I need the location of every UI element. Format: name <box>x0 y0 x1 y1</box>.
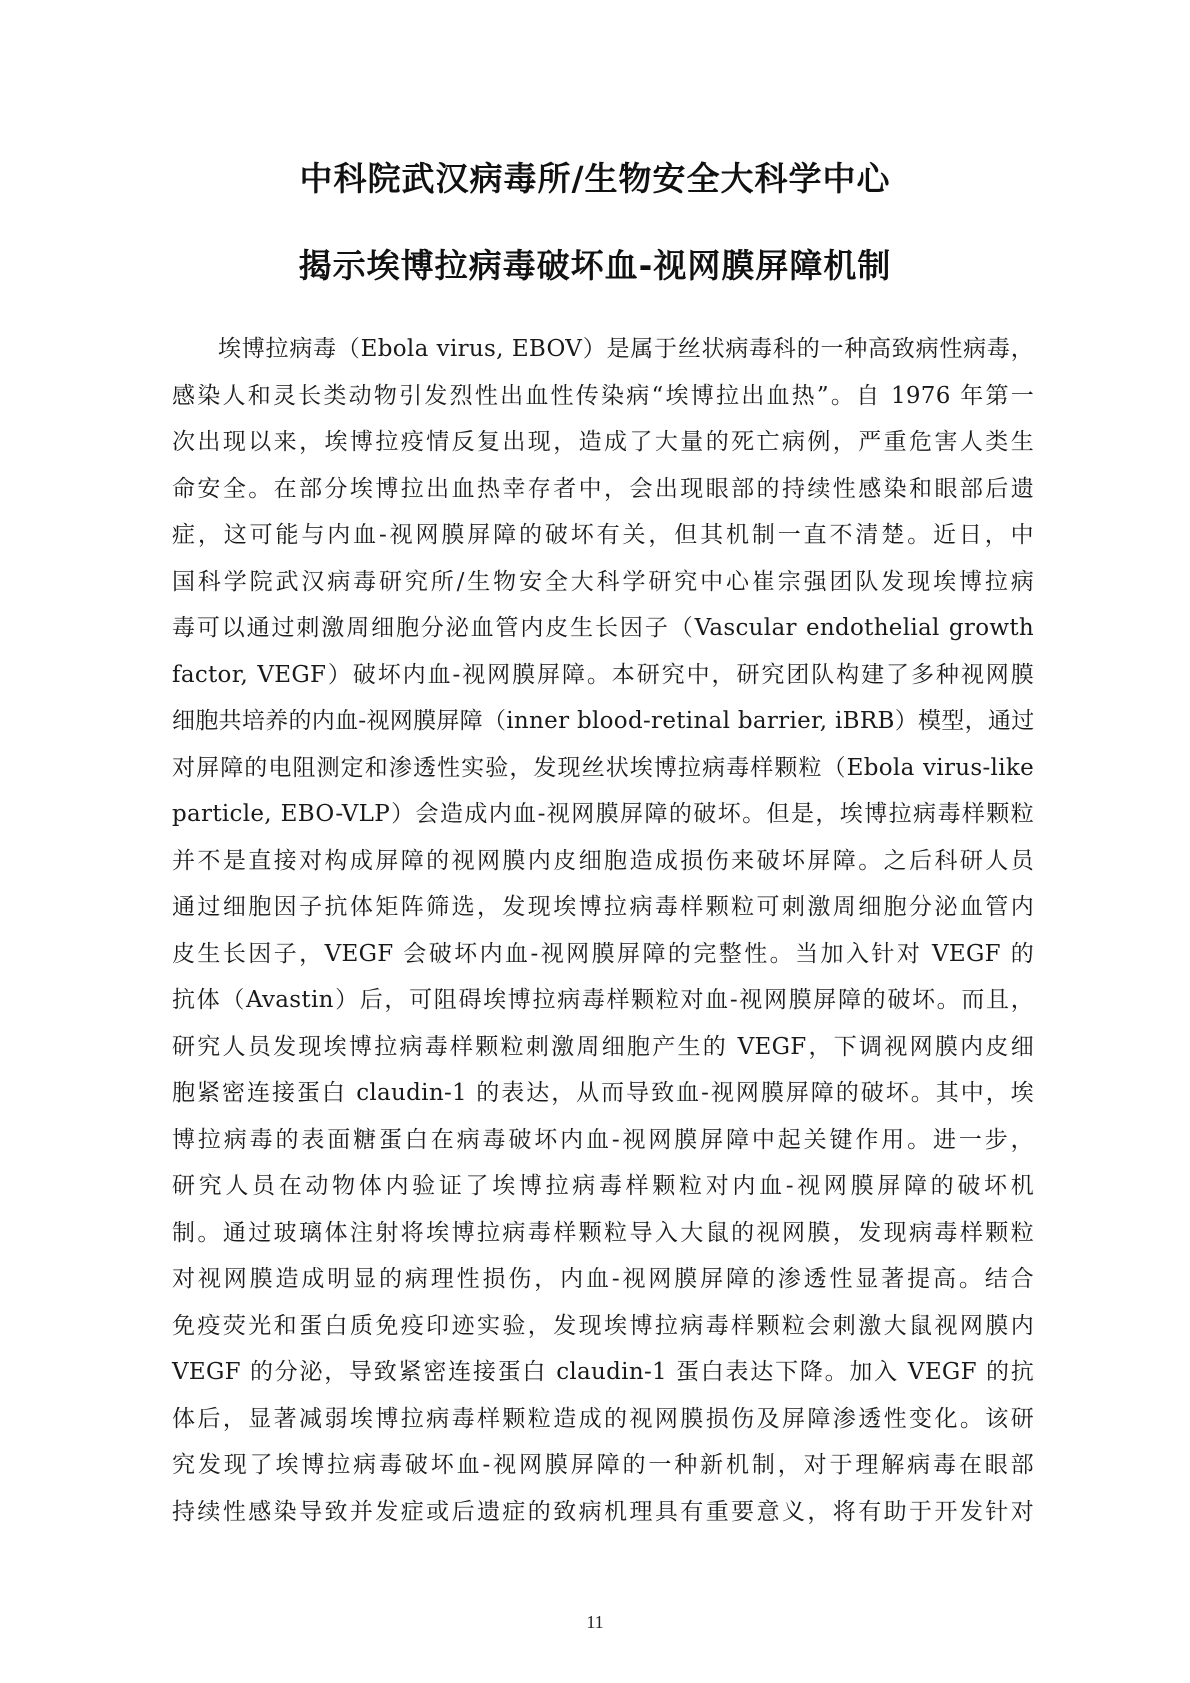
paragraph-line: 并不是直接对构成屏障的视网膜内皮细胞造成损伤来破坏屏障。之后科研人员 <box>172 847 1034 874</box>
document-title-line-2: 揭示埃博拉病毒破坏血-视网膜屏障机制 <box>298 246 892 285</box>
page-number: 11 <box>586 1612 604 1632</box>
paragraph-line: VEGF 的分泌，导致紧密连接蛋白 claudin-1 蛋白表达下降。加入 VEGF 的抗 <box>172 1359 1034 1385</box>
paragraph-line: 研究人员在动物体内验证了埃博拉病毒样颗粒对内血-视网膜屏障的破坏机 <box>172 1173 1034 1199</box>
paragraph-line: 通过细胞因子抗体矩阵筛选，发现埃博拉病毒样颗粒可刺激周细胞分泌血管内 <box>172 894 1034 920</box>
paragraph-line: 对屏障的电阻测定和渗透性实验，发现丝状埃博拉病毒样颗粒（Ebola virus-like <box>172 754 1034 781</box>
paragraph-line: 症，这可能与内血-视网膜屏障的破坏有关，但其机制一直不清楚。近日，中 <box>172 522 1034 548</box>
paragraph-line: 皮生长因子，VEGF 会破坏内血-视网膜屏障的完整性。当加入针对 VEGF 的 <box>172 940 1034 967</box>
paragraph-line: 研究人员发现埃博拉病毒样颗粒刺激周细胞产生的 VEGF，下调视网膜内皮细 <box>172 1033 1034 1060</box>
paragraph-line: 博拉病毒的表面糖蛋白在病毒破坏内血-视网膜屏障中起关键作用。进一步， <box>172 1126 1034 1153</box>
paragraph-line: 感染人和灵长类动物引发烈性出血性传染病“埃博拉出血热”。自 1976 年第一 <box>172 382 1034 409</box>
paragraph-line: 制。通过玻璃体注射将埃博拉病毒样颗粒导入大鼠的视网膜，发现病毒样颗粒 <box>172 1219 1034 1246</box>
paragraph-line: 埃博拉病毒（Ebola virus, EBOV）是属于丝状病毒科的一种高致病性病毒， <box>218 336 1034 362</box>
paragraph-line: factor, VEGF）破坏内血-视网膜屏障。本研究中，研究团队构建了多种视网膜 <box>172 661 1034 688</box>
paragraph-line: 免疫荧光和蛋白质免疫印迹实验，发现埃博拉病毒样颗粒会刺激大鼠视网膜内 <box>172 1312 1034 1339</box>
paragraph-line: 胞紧密连接蛋白 claudin-1 的表达，从而导致血-视网膜屏障的破坏。其中，埃 <box>172 1080 1034 1106</box>
paragraph-line: 毒可以通过刺激周细胞分泌血管内皮生长因子（Vascular endothelial growth <box>172 615 1034 641</box>
paragraph-line: 命安全。在部分埃博拉出血热幸存者中，会出现眼部的持续性感染和眼部后遗 <box>172 475 1034 502</box>
paragraph-line: 究发现了埃博拉病毒破坏血-视网膜屏障的一种新机制，对于理解病毒在眼部 <box>172 1452 1034 1478</box>
paragraph-line: 细胞共培养的内血-视网膜屏障（inner blood-retinal barrier, iBRB）模型，通过 <box>172 708 1035 734</box>
paragraph-line: particle, EBO-VLP）会造成内血-视网膜屏障的破坏。但是，埃博拉病毒样颗粒 <box>172 801 1034 827</box>
document-title-line-1: 中科院武汉病毒所/生物安全大科学中心 <box>299 159 891 198</box>
paragraph-line: 国科学院武汉病毒研究所/生物安全大科学研究中心崔宗强团队发现埃博拉病 <box>172 568 1034 595</box>
paragraph-line: 次出现以来，埃博拉疫情反复出现，造成了大量的死亡病例，严重危害人类生 <box>172 429 1034 455</box>
body-paragraph <box>172 326 1034 1535</box>
paragraph-line: 体后，显著减弱埃博拉病毒样颗粒造成的视网膜损伤及屏障渗透性变化。该研 <box>172 1405 1034 1432</box>
paragraph-line: 对视网膜造成明显的病理性损伤，内血-视网膜屏障的渗透性显著提高。结合 <box>172 1266 1034 1292</box>
paragraph-line: 持续性感染导致并发症或后遗症的致病机理具有重要意义，将有助于开发针对 <box>172 1498 1034 1525</box>
paragraph-line: 抗体（Avastin）后，可阻碍埃博拉病毒样颗粒对血-视网膜屏障的破坏。而且， <box>172 987 1034 1013</box>
